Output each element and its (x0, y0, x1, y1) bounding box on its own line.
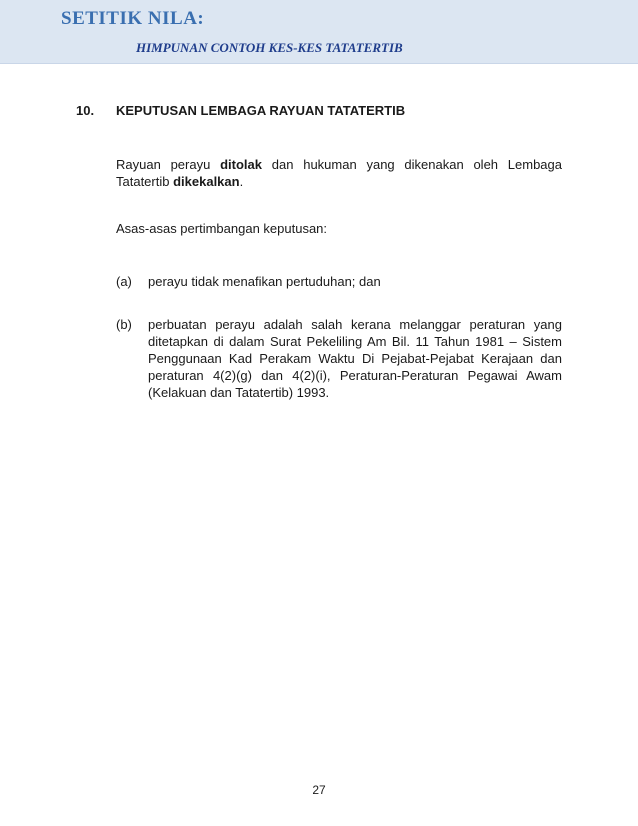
decision-text-part1: Rayuan perayu (116, 157, 221, 172)
section-heading: KEPUTUSAN LEMBAGA RAYUAN TATATERTIB (116, 103, 406, 118)
header-subtitle: HIMPUNAN CONTOH KES-KES TATATERTIB (136, 40, 403, 55)
header-title: SETITIK NILA: (61, 8, 205, 29)
decision-text-part3: . (239, 174, 244, 189)
list-item-label: (b) (116, 317, 132, 332)
basis-intro-paragraph: Asas-asas pertimbangan keputusan: (116, 221, 328, 236)
decision-text-bold2: dikekalkan (173, 174, 240, 189)
decision-text-bold1: ditolak (220, 157, 262, 172)
decision-text-part2: dan hukuman yang dikenakan oleh Lembaga Tatatertib (116, 157, 562, 189)
list-item-text: perayu tidak menafikan pertuduhan; dan (148, 274, 381, 289)
section-number: 10. (76, 103, 95, 118)
list-item-text: perbuatan perayu adalah salah kerana melanggar peraturan yang ditetapkan di dalam Surat Pekeliling Am Bil. 11 Tahun 1981 – Sistem Penggunaan Kad Perakam Waktu Di Pejabat-Pejabat Kerajaan dan peraturan 4(2)(g) dan 4(2)(i), Peraturan-Peraturan Pegawai Awam (Kelakuan dan Tatatertib) 1993. (148, 317, 562, 400)
page-header (0, 0, 638, 64)
decision-paragraph (116, 156, 562, 190)
list-item-label: (a) (116, 274, 132, 289)
page-number: 27 (312, 783, 326, 797)
